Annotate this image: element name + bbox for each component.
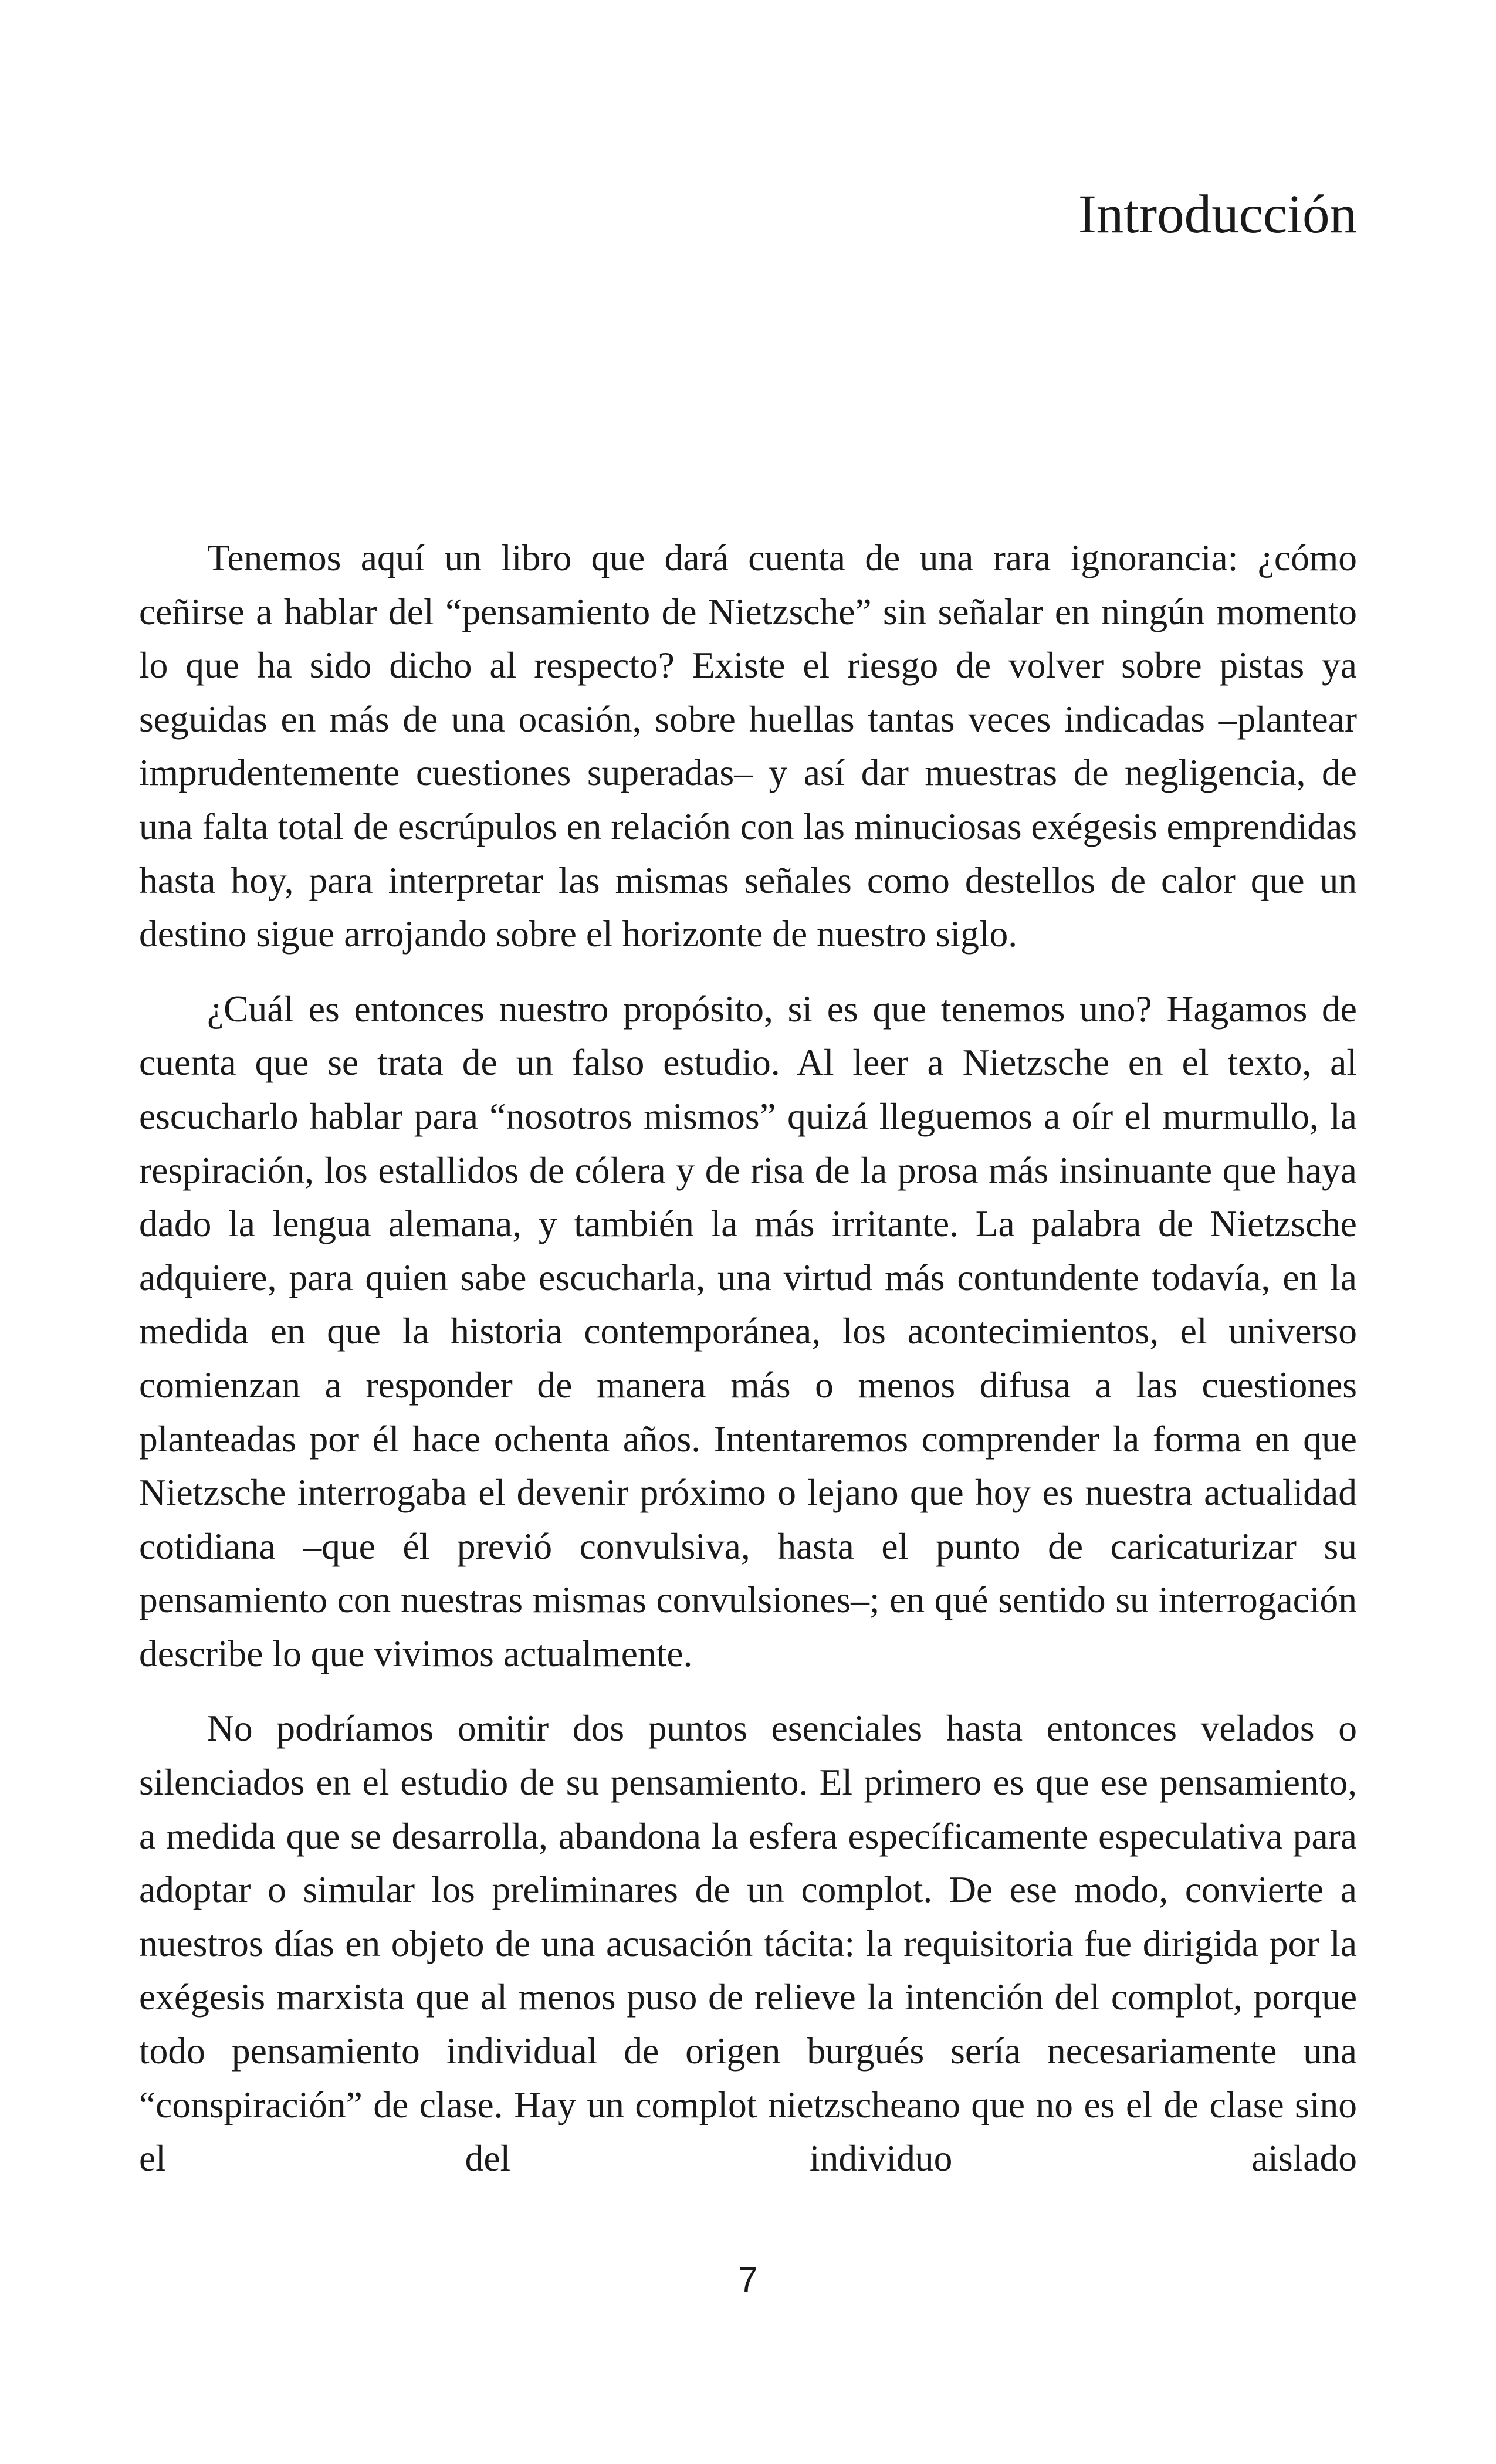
chapter-title: Introducción — [1078, 184, 1357, 245]
body-text — [139, 531, 1357, 2185]
paragraph-1: Tenemos aquí un libro que dará cuenta de una rara ignorancia: ¿cómo ceñirse a hablar del “pensamiento de Nietzsche” sin señalar en ningún momento lo que ha sido dicho al respecto? Existe el riesgo de volver sobre pistas ya seguidas en más de una ocasión, sobre huellas tantas veces indicadas –plantear imprudentemente cuestiones superadas– y así dar muestras de negligencia, de una falta total de escrúpulos en relación con las minuciosas exégesis emprendidas hasta hoy, para interpretar las mismas señales como destellos de calor que un destino sigue arrojando sobre el horizonte de nuestro siglo. — [139, 537, 1357, 955]
paragraph-3: No podríamos omitir dos puntos esenciales hasta entonces velados o silenciados en el estudio de su pensamiento. El primero es que ese pensamiento, a medida que se desarrolla, abandona la esfera específicamente especulativa para adoptar o simular los preliminares de un complot. De ese modo, convierte a nuestros días en objeto de una acusación tácita: la requisitoria fue dirigida por la exégesis marxista que al menos puso de relieve la intención del complot, porque todo pensamiento individual de origen burgués sería necesariamente una “conspiración” de clase. Hay un complot nietzscheano que no es el de clase sino el del individuo aislado — [139, 1707, 1357, 2179]
page-number: 7 — [738, 2260, 758, 2299]
paragraph-2: ¿Cuál es entonces nuestro propósito, si es que tenemos uno? Hagamos de cuenta que se trata de un falso estudio. Al leer a Nietzsche en el texto, al escucharlo hablar para “nosotros mismos” quizá lleguemos a oír el murmullo, la respiración, los estallidos de cólera y de risa de la prosa más insinuante que haya dado la lengua alemana, y también la más irritante. La palabra de Nietzsche adquiere, para quien sabe escucharla, una virtud más contundente todavía, en la medida en que la historia contemporánea, los acontecimientos, el universo comienzan a responder de manera más o menos difusa a las cuestiones planteadas por él hace ochenta años. Intentaremos comprender la forma en que Nietzsche interrogaba el devenir próximo o lejano que hoy es nuestra actualidad cotidiana –que él previó convulsiva, hasta el punto de caricaturizar su pensamiento con nuestras mismas convulsiones–; en qué sentido su interrogación describe lo que vivimos actualmente. — [139, 987, 1357, 1674]
